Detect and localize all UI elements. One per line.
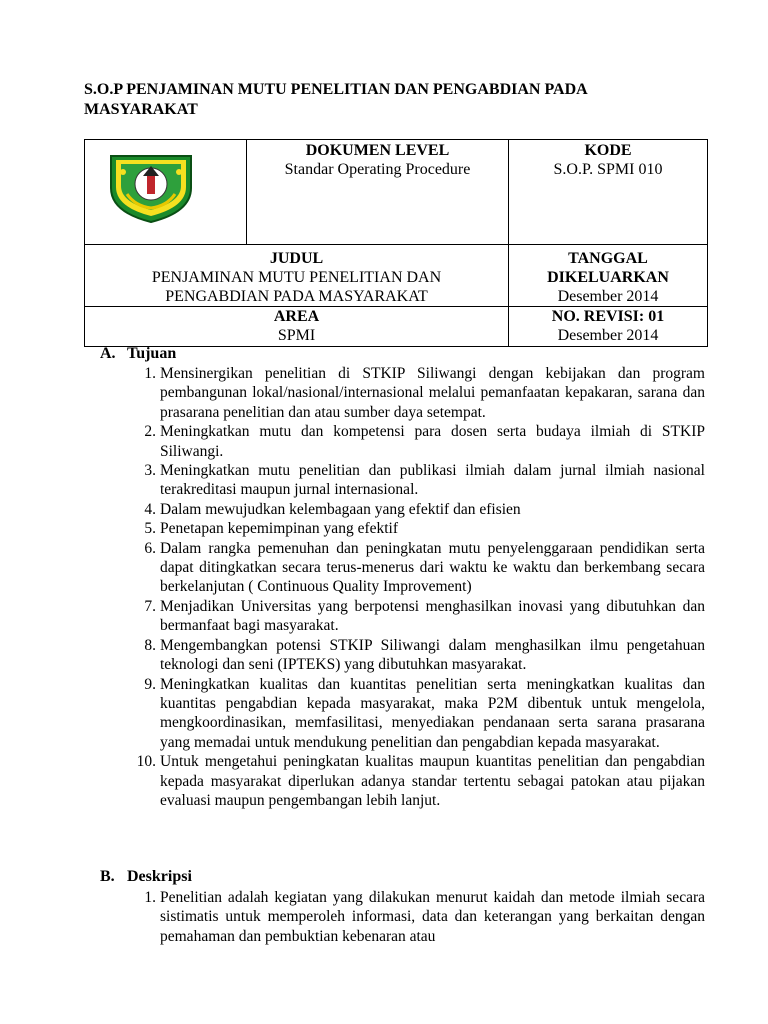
kode-label: KODE — [584, 142, 632, 159]
dokumen-level-label: DOKUMEN LEVEL — [305, 142, 450, 159]
kode-value: S.O.P. SPMI 010 — [553, 161, 663, 178]
area-cell — [85, 307, 509, 347]
area-value: SPMI — [277, 327, 316, 344]
university-seal-icon — [107, 150, 195, 224]
list-item: 1. Penelitian adalah kegiatan yang dilakukan menurut kaidah dan metode ilmiah secara sistimatis untuk memperoleh informasi, data dan keterangan yang berkaitan dengan pemahaman dan pembuktian kebenaran atau — [144, 889, 705, 945]
kode-cell — [509, 140, 708, 245]
tanggal-value: Desember 2014 — [557, 288, 659, 305]
revisi-value: Desember 2014 — [557, 327, 659, 344]
list-item: 2. Meningkatkan mutu dan kompetensi para dosen serta budaya ilmiah di STKIP Siliwangi. — [144, 423, 705, 460]
revisi-cell — [509, 307, 708, 347]
list-item: 10. Untuk mengetahui peningkatan kualitas maupun kuantitas penelitian dan pengabdian kepada masyarakat diperlukan adanya standar tertentu sebagai patokan atau pijakan evaluasi maupun pengembangan lebih lanjut. — [136, 753, 705, 809]
section-a-heading — [100, 345, 176, 363]
section-a-letter: A. — [100, 345, 116, 362]
section-a-list — [136, 364, 705, 810]
logo-cell — [85, 140, 247, 245]
dokumen-level-cell — [247, 140, 509, 245]
judul-value-line2: PENGABDIAN PADA MASYARAKAT — [165, 288, 428, 305]
area-label: AREA — [273, 308, 320, 325]
section-b-heading — [100, 868, 192, 886]
sop-header-table — [84, 139, 708, 347]
tanggal-label-line1: TANGGAL — [568, 250, 648, 267]
list-item: 3. Meningkatkan mutu penelitian dan publikasi ilmiah dalam jurnal ilmiah nasional terakreditasi maupun jurnal internasional. — [144, 462, 705, 499]
list-item: 9. Meningkatkan kualitas dan kuantitas penelitian serta meningkatkan kualitas dan kuantitas pengabdian kepada masyarakat, maka P2M dibentuk untuk mengelola, mengkoordinasikan, memfasilitasi, menyediakan pendanaan serta sarana prasarana yang memadai untuk mendukung penelitian dan pengabdian kepada masyarakat. — [144, 675, 705, 751]
judul-value-line1: PENJAMINAN MUTU PENELITIAN DAN — [151, 269, 442, 286]
section-b-title: Deskripsi — [127, 868, 192, 885]
section-a-title: Tujuan — [127, 345, 177, 362]
tanggal-label-line2: DIKELUARKAN — [547, 269, 669, 286]
section-b-letter: B. — [100, 868, 115, 885]
section-b-list — [144, 888, 705, 946]
list-item: 8. Mengembangkan potensi STKIP Siliwangi dalam menghasilkan ilmu pengetahuan teknologi dan seni (IPTEKS) yang dibutuhkan masyarakat. — [144, 636, 705, 674]
judul-cell — [85, 245, 509, 307]
document-title: S.O.P PENJAMINAN MUTU PENELITIAN DAN PENGABDIAN PADA MASYARAKAT — [84, 81, 587, 118]
list-item: 7. Menjadikan Universitas yang berpotensi menghasilkan inovasi yang dibutuhkan dan bermanfaat bagi masyarakat. — [144, 597, 705, 635]
judul-label: JUDUL — [269, 250, 324, 267]
list-item: 6. Dalam rangka pemenuhan dan peningkatan mutu penyelenggaraan pendidikan serta dapat ditingkatkan secara terus-menerus dari waktu ke waktu dan berkembang secara berkelanjutan ( Continuous Quality Improvement) — [144, 539, 705, 596]
list-item: 5. Penetapan kepemimpinan yang efektif — [144, 520, 399, 538]
revisi-label: NO. REVISI: 01 — [551, 308, 665, 325]
tanggal-cell — [509, 245, 708, 307]
dokumen-level-value: Standar Operating Procedure — [284, 161, 471, 178]
list-item: 4. Dalam mewujudkan kelembagaan yang efektif dan efisien — [144, 500, 521, 518]
list-item: 1. Mensinergikan penelitian di STKIP Siliwangi dengan kebijakan dan program pembangunan lokal/nasional/internasional melalui pemanfaatan kepakaran, sarana dan prasarana penelitian dan atau sumber daya setempat. — [144, 365, 705, 421]
